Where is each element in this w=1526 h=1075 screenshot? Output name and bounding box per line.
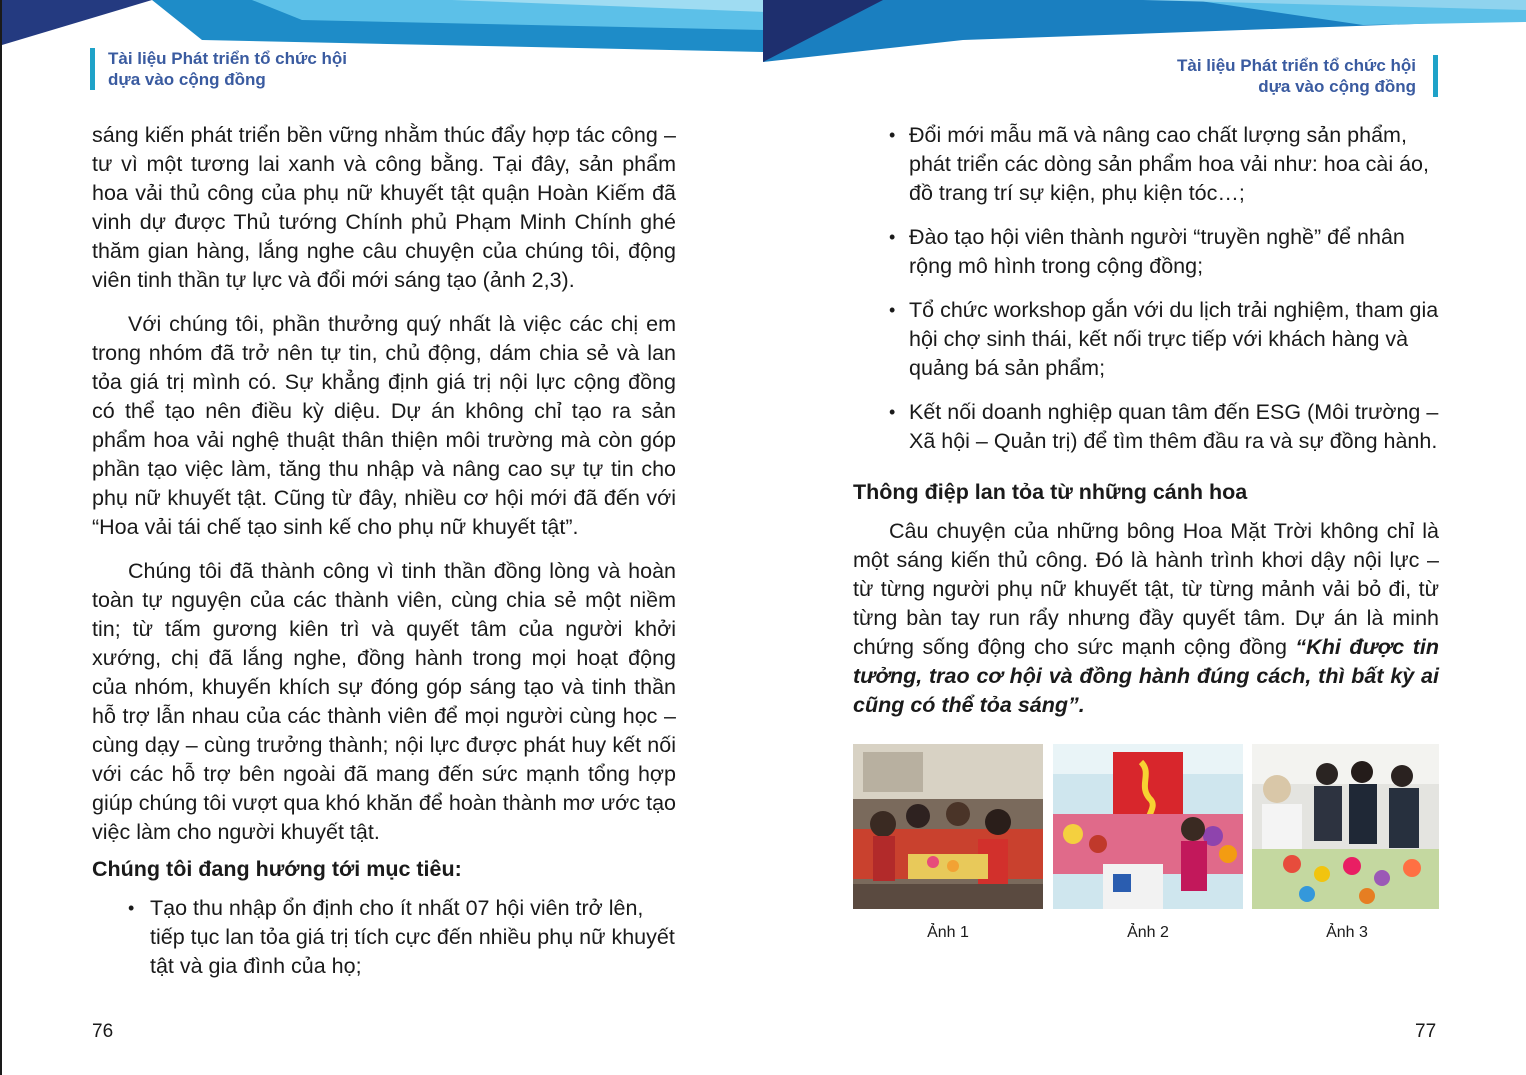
- header-accent-bar: [90, 48, 95, 90]
- photo-2: [1053, 744, 1243, 909]
- photo-row: [853, 744, 1439, 909]
- paragraph: sáng kiến phát triển bền vững nhằm thúc đẩy hợp tác công – tư vì một tương lai xanh và công bằng. Tại đây, sản phẩm hoa vải thủ công của phụ nữ khuyết tật quận Hoàn Kiếm đã vinh dự được Thủ tướng Chính phủ Phạm Minh Chính ghé thăm gian hàng, lắng nghe câu chuyện của chúng tôi, động viên tinh thần tự lực và đổi mới sáng tạo (ảnh 2,3).: [92, 123, 676, 292]
- list-item: • Đào tạo hội viên thành người “truyền nghề” để nhân rộng mô hình trong cộng đồng;: [889, 223, 1439, 281]
- section-heading: Chúng tôi đang hướng tới mục tiêu:: [92, 857, 462, 881]
- story-text: Câu chuyện của những bông Hoa Mặt Trời không chỉ là một sáng kiến thủ công. Đó là hành trình khơi dậy nội lực – từ từng người phụ nữ khuyết tật, từ từng mảnh vải bỏ đi, từ từng bàn tay run rẩy nhưng đầy quyết tâm. Dự án là minh chứng sống động cho sức mạnh cộng đồng: [853, 519, 1439, 659]
- photo-caption-3: Ảnh 3: [1326, 924, 1368, 941]
- goal-list: [92, 894, 676, 981]
- running-header: [108, 48, 347, 90]
- paragraph: Với chúng tôi, phần thưởng quý nhất là việc các chị em trong nhóm đã trở nên tự tin, chủ động, dám chia sẻ và lan tỏa giá trị mình có. Sự khẳng định giá trị nội lực cộng đồng có thể tạo nên điều kỳ diệu. Dự án không chỉ tạo ra sản phẩm hoa vải nghệ thuật thân thiện môi trường mà còn góp phần tạo việc làm, tăng thu nhập và nâng cao sự tự tin cho phụ nữ khuyết tật. Cũng từ đây, nhiều cơ hội mới đã đến với “Hoa vải tái chế tạo sinh kế cho phụ nữ khuyết tật”.: [92, 312, 676, 539]
- header-line-1: Tài liệu Phát triển tổ chức hội: [1176, 56, 1416, 75]
- list-item: • Đổi mới mẫu mã và nâng cao chất lượng sản phẩm, phát triển các dòng sản phẩm hoa vải như: hoa cài áo, đồ trang trí sự kiện, phụ kiện tóc…;: [889, 121, 1439, 208]
- list-item: • Kết nối doanh nghiệp quan tâm đến ESG (Môi trường – Xã hội – Quản trị) để tìm thêm đầu ra và sự đồng hành.: [889, 398, 1439, 456]
- photo-caption-2: Ảnh 2: [1127, 924, 1169, 941]
- page-number: 77: [1415, 1021, 1437, 1042]
- header-line-2: dựa vào cộng đồng: [108, 70, 266, 89]
- list-item: • Tổ chức workshop gắn với du lịch trải nghiệm, tham gia hội chợ sinh thái, kết nối trực tiếp với khách hàng và quảng bá sản phẩm;: [889, 296, 1439, 383]
- paragraph: Chúng tôi đã thành công vì tinh thần đồng lòng và hoàn toàn tự nguyện của các thành viên, cùng chia sẻ một niềm tin; từ tấm gương kiên trì và quyết tâm của người khởi xướng, chị đã lắng nghe, đồng hành trong mọi hoạt động của nhóm, khuyến khích sự đóng góp sáng tạo và tinh thần hỗ trợ lẫn nhau của các thành viên để mọi người cùng học – cùng dạy – cùng trưởng thành; nội lực được phát huy kết nối với các hỗ trợ bên ngoài đã mang đến sức mạnh tổng hợp giúp chúng tôi vượt qua khó khăn để hoàn thành mơ ước tạo việc làm cho người khuyết tật.: [92, 559, 676, 844]
- story-quote: “Khi được tin tưởng, trao cơ hội và đồng hành đúng cách, thì bất kỳ ai cũng có thể tỏa sáng”.: [853, 635, 1439, 717]
- right-text-column: [853, 121, 1439, 735]
- goal-list-continued: [889, 121, 1439, 456]
- left-text-column: [92, 121, 676, 996]
- right-page: [763, 0, 1526, 1075]
- running-header: [1177, 55, 1416, 97]
- header-accent-bar: [1433, 55, 1438, 97]
- page-number: 76: [92, 1021, 114, 1042]
- section-heading: Thông điệp lan tỏa từ những cánh hoa: [853, 480, 1248, 504]
- list-item: • Tạo thu nhập ổn định cho ít nhất 07 hội viên trở lên, tiếp tục lan tỏa giá trị tích cực đến nhiều phụ nữ khuyết tật và gia đình của họ;: [92, 894, 676, 981]
- header-line-2: dựa vào cộng đồng: [1258, 77, 1416, 96]
- photo-3: [1252, 744, 1439, 909]
- photo-caption-1: Ảnh 1: [927, 924, 969, 941]
- photo-1: [853, 744, 1043, 909]
- header-line-1: Tài liệu Phát triển tổ chức hội: [108, 49, 348, 68]
- paragraph: [853, 517, 1439, 720]
